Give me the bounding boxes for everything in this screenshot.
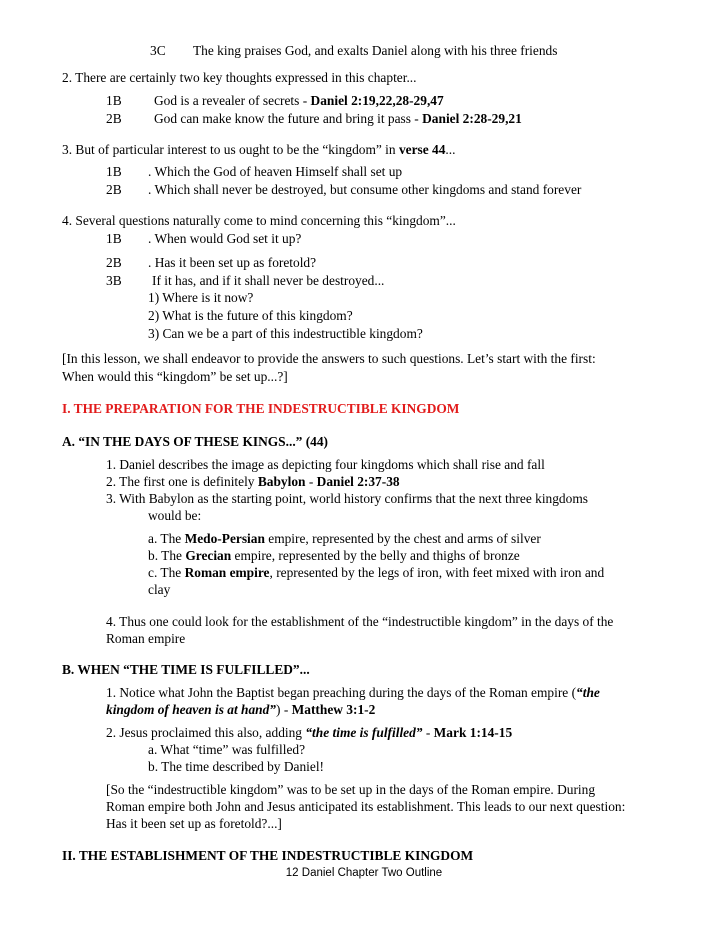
section-a-item-2 xyxy=(106,473,400,491)
point-4-1b-code: 1B xyxy=(106,231,122,246)
section-2-title: II. THE ESTABLISHMENT OF THE INDESTRUCTIBLE KINGDOM xyxy=(62,848,474,863)
point-4-2b-code: 2B xyxy=(106,255,122,270)
item-text: b. The xyxy=(148,548,186,563)
section-a-subitem-b xyxy=(148,547,520,565)
item-text: empire, represented by the chest and arms of silver xyxy=(264,531,541,546)
item-text: a. The xyxy=(148,531,185,546)
kingdom-name: Roman empire xyxy=(184,565,270,580)
point-3-heading-text: 3. But of particular interest to us ought to be the “kingdom” in xyxy=(62,142,399,157)
section-b-item-2 xyxy=(106,724,512,742)
kingdom-name: Medo-Persian xyxy=(184,531,265,546)
lesson-note-line-1: [In this lesson, we shall endeavor to provide the answers to such questions. Let’s start with the first: xyxy=(62,351,596,366)
section-b-note-line-2: Roman empire both John and Jesus anticipated its establishment. This leads to our next question: xyxy=(106,799,626,814)
point-2-1b-line xyxy=(154,92,444,110)
section-b-subitem-a: a. What “time” was fulfilled? xyxy=(148,742,306,757)
item-text: empire, represented by the belly and thighs of bronze xyxy=(231,548,520,563)
outline-item-3c-code: 3C xyxy=(150,43,166,58)
separator: - xyxy=(422,725,434,740)
point-2-1b-code: 1B xyxy=(106,93,122,108)
item-text: , represented by the legs of iron, with feet mixed with iron and xyxy=(269,565,605,580)
scripture-reference: Daniel 2:19,22,28-29,47 xyxy=(310,93,444,108)
point-2-heading: 2. There are certainly two key thoughts expressed in this chapter... xyxy=(62,70,417,85)
point-3-1b-code: 1B xyxy=(106,164,122,179)
section-a-title: A. “IN THE DAYS OF THESE KINGS...” (44) xyxy=(62,434,329,449)
point-4-1b-text: . When would God set it up? xyxy=(148,231,302,246)
point-4-heading: 4. Several questions naturally come to mind concerning this “kingdom”... xyxy=(62,213,456,228)
scripture-reference: Matthew 3:1-2 xyxy=(291,702,376,717)
point-2-2b-code: 2B xyxy=(106,111,122,126)
section-a-subitem-a xyxy=(148,530,541,548)
section-b-item-1-line-1 xyxy=(106,684,600,702)
section-a-item-4-line-1: 4. Thus one could look for the establishment of the “indestructible kingdom” in the days of the xyxy=(106,614,614,629)
section-b-item-1-line-2 xyxy=(106,701,375,719)
page-footer: 12 Daniel Chapter Two Outline xyxy=(285,867,443,879)
scripture-quote: “the xyxy=(576,685,600,700)
point-2-2b-line xyxy=(154,110,522,128)
section-b-title: B. WHEN “THE TIME IS FULFILLED”... xyxy=(62,662,310,677)
question-1: 1) Where is it now? xyxy=(148,290,254,305)
lesson-note-line-2: When would this “kingdom” be set up...?] xyxy=(62,369,288,384)
scripture-reference: Daniel 2:37-38 xyxy=(316,474,400,489)
question-3: 3) Can we be a part of this indestructible kingdom? xyxy=(148,326,423,341)
point-3-heading xyxy=(62,141,455,159)
section-a-item-1: 1. Daniel describes the image as depicting four kingdoms which shall rise and fall xyxy=(106,457,545,472)
scripture-quote: “the time is fulfilled” xyxy=(305,725,423,740)
item-text: 2. The first one is definitely xyxy=(106,474,258,489)
section-a-item-3-line-1: 3. With Babylon as the starting point, world history confirms that the next three kingdoms xyxy=(106,491,588,506)
item-text: 2. Jesus proclaimed this also, adding xyxy=(106,725,306,740)
point-4-2b-text: . Has it been set up as foretold? xyxy=(148,255,317,270)
section-a-item-3-line-2: would be: xyxy=(148,508,202,523)
point-2-1b-text: God is a revealer of secrets - xyxy=(154,93,311,108)
separator: - xyxy=(305,474,317,489)
section-b-subitem-b: b. The time described by Daniel! xyxy=(148,759,325,774)
point-3-2b-code: 2B xyxy=(106,182,122,197)
section-b-note-line-3: Has it been set up as foretold?...] xyxy=(106,816,282,831)
section-a-item-4-line-2: Roman empire xyxy=(106,631,186,646)
point-4-3b-text: If it has, and if it shall never be destroyed... xyxy=(152,273,385,288)
point-3-heading-ellipsis: ... xyxy=(445,142,456,157)
scripture-reference: verse 44 xyxy=(398,142,446,157)
scripture-reference: Daniel 2:28-29,21 xyxy=(422,111,522,126)
item-text: 1. Notice what John the Baptist began preaching during the days of the Roman empire ( xyxy=(106,685,577,700)
scripture-quote: kingdom of heaven is at hand” xyxy=(106,702,277,717)
point-3-2b-text: . Which shall never be destroyed, but consume other kingdoms and stand forever xyxy=(148,182,582,197)
separator: ) - xyxy=(276,702,292,717)
section-1-title: I. THE PREPARATION FOR THE INDESTRUCTIBLE KINGDOM xyxy=(62,401,460,416)
section-a-subitem-c xyxy=(148,564,604,582)
section-b-note-line-1: [So the “indestructible kingdom” was to be set up in the days of the Roman empire. During xyxy=(106,782,596,797)
point-2-2b-text: God can make know the future and bring it pass - xyxy=(154,111,423,126)
section-a-subitem-c-line-2: clay xyxy=(148,582,171,597)
point-4-3b-code: 3B xyxy=(106,273,122,288)
point-3-1b-text: . Which the God of heaven Himself shall set up xyxy=(148,164,403,179)
kingdom-name: Babylon xyxy=(257,474,306,489)
outline-item-3c-text: The king praises God, and exalts Daniel along with his three friends xyxy=(193,43,558,58)
question-2: 2) What is the future of this kingdom? xyxy=(148,308,353,323)
item-text: c. The xyxy=(148,565,185,580)
scripture-reference: Mark 1:14-15 xyxy=(433,725,513,740)
kingdom-name: Grecian xyxy=(185,548,232,563)
